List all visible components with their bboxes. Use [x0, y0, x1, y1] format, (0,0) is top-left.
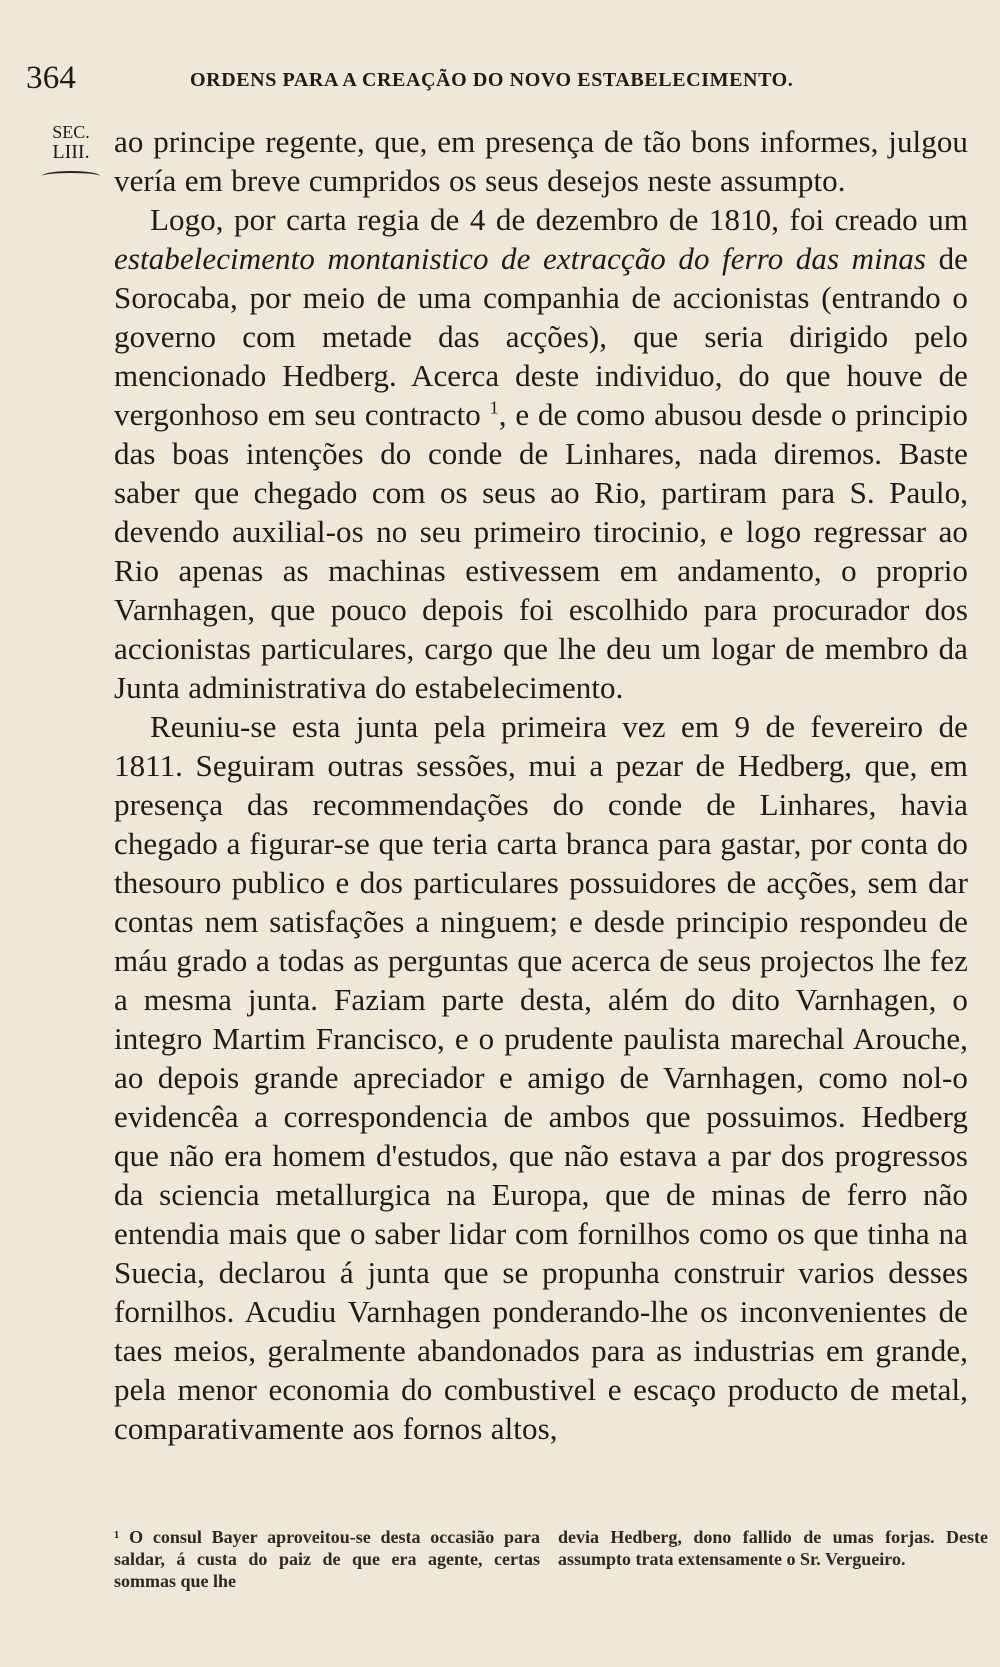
section-divider-icon [42, 171, 100, 181]
paragraph-2 [114, 200, 968, 707]
paragraph-1: ao principe regente, que, em presença de tão bons informes, julgou vería em breve cumpridos os seus desejos neste assumpto. [114, 124, 968, 198]
footnote-right-column: devia Hedberg, dono fallido de umas forjas. Deste assumpto trata extensamente o Sr. Vergueiro. [558, 1527, 988, 1569]
paragraph-2-text-middle: de Sorocaba, por meio de uma companhia de accionistas (entrando o governo com metade das acções), que seria dirigido pelo mencionado Hedberg. Acerca deste individuo, do que houve de vergonhoso em seu contracto [114, 241, 968, 432]
main-text [114, 122, 968, 1448]
page-header [0, 62, 1000, 102]
running-title: ORDENS PARA A CREAÇÃO DO NOVO ESTABELECIMENTO. [190, 69, 794, 91]
section-marker [40, 123, 102, 181]
footnotes [114, 1526, 988, 1592]
section-marker-line-1: SEC. [52, 122, 90, 142]
paragraph-2-text-start: Logo, por carta regia de 4 de dezembro de 1810, foi creado um [150, 202, 968, 237]
footnote-reference: 1 [489, 397, 499, 418]
paragraph-3: Reuniu-se esta junta pela primeira vez em 9 de fevereiro de 1811. Seguiram outras sessões, mui a pezar de Hedberg, que, em presença das recommendações do conde de Linhares, havia chegado a figurar-se que teria carta branca para gastar, por conta do thesouro publico e dos particulares possuidores de acções, sem dar contas nem satisfações a ninguem; e desde principio respondeu de máu grado a todas as perguntas que acerca de seus projectos lhe fez a mesma junta. Faziam parte desta, além do dito Varnhagen, o integro Martim Francisco, e o prudente paulista marechal Arouche, ao depois grande apreciador e amigo de Varnhagen, como nol-o evidencêa a correspondencia de ambos que possuimos. Hedberg que não era homem d'estudos, que não estava a par dos progressos da sciencia metallurgica na Europa, que de minas de ferro não entendia mais que o saber lidar com fornilhos como os que tinha na Suecia, declarou á junta que se propunha construir varios desses fornilhos. Acudiu Varnhagen ponderando-lhe os inconvenientes de taes meios, geralmente abandonados para as industrias em grande, pela menor economia do combustivel e escaço producto de metal, comparativamente aos fornos altos, [114, 709, 968, 1446]
section-marker-line-2: LIII. [52, 140, 90, 163]
paragraph-2-italic-title: estabelecimento montanistico de extracção do ferro das minas [114, 241, 927, 276]
page-number: 364 [26, 60, 77, 96]
paragraph-2-text-end: , e de como abusou desde o principio das boas intenções do conde de Linhares, nada diremos. Baste saber que chegado com os seus ao Rio, partiram para S. Paulo, devendo auxilial-os no seu primeiro tirocinio, e logo regressar ao Rio apenas as machinas estivessem em andamento, o proprio Varnhagen, que pouco depois foi escolhido para procurador dos accionistas particulares, cargo que lhe deu um logar de membro da Junta administrativa do estabelecimento. [114, 397, 969, 705]
footnote-left-column: ¹ O consul Bayer aproveitou-se desta occasião para saldar, á custa do paiz de que era agente, certas sommas que lhe [114, 1527, 540, 1591]
